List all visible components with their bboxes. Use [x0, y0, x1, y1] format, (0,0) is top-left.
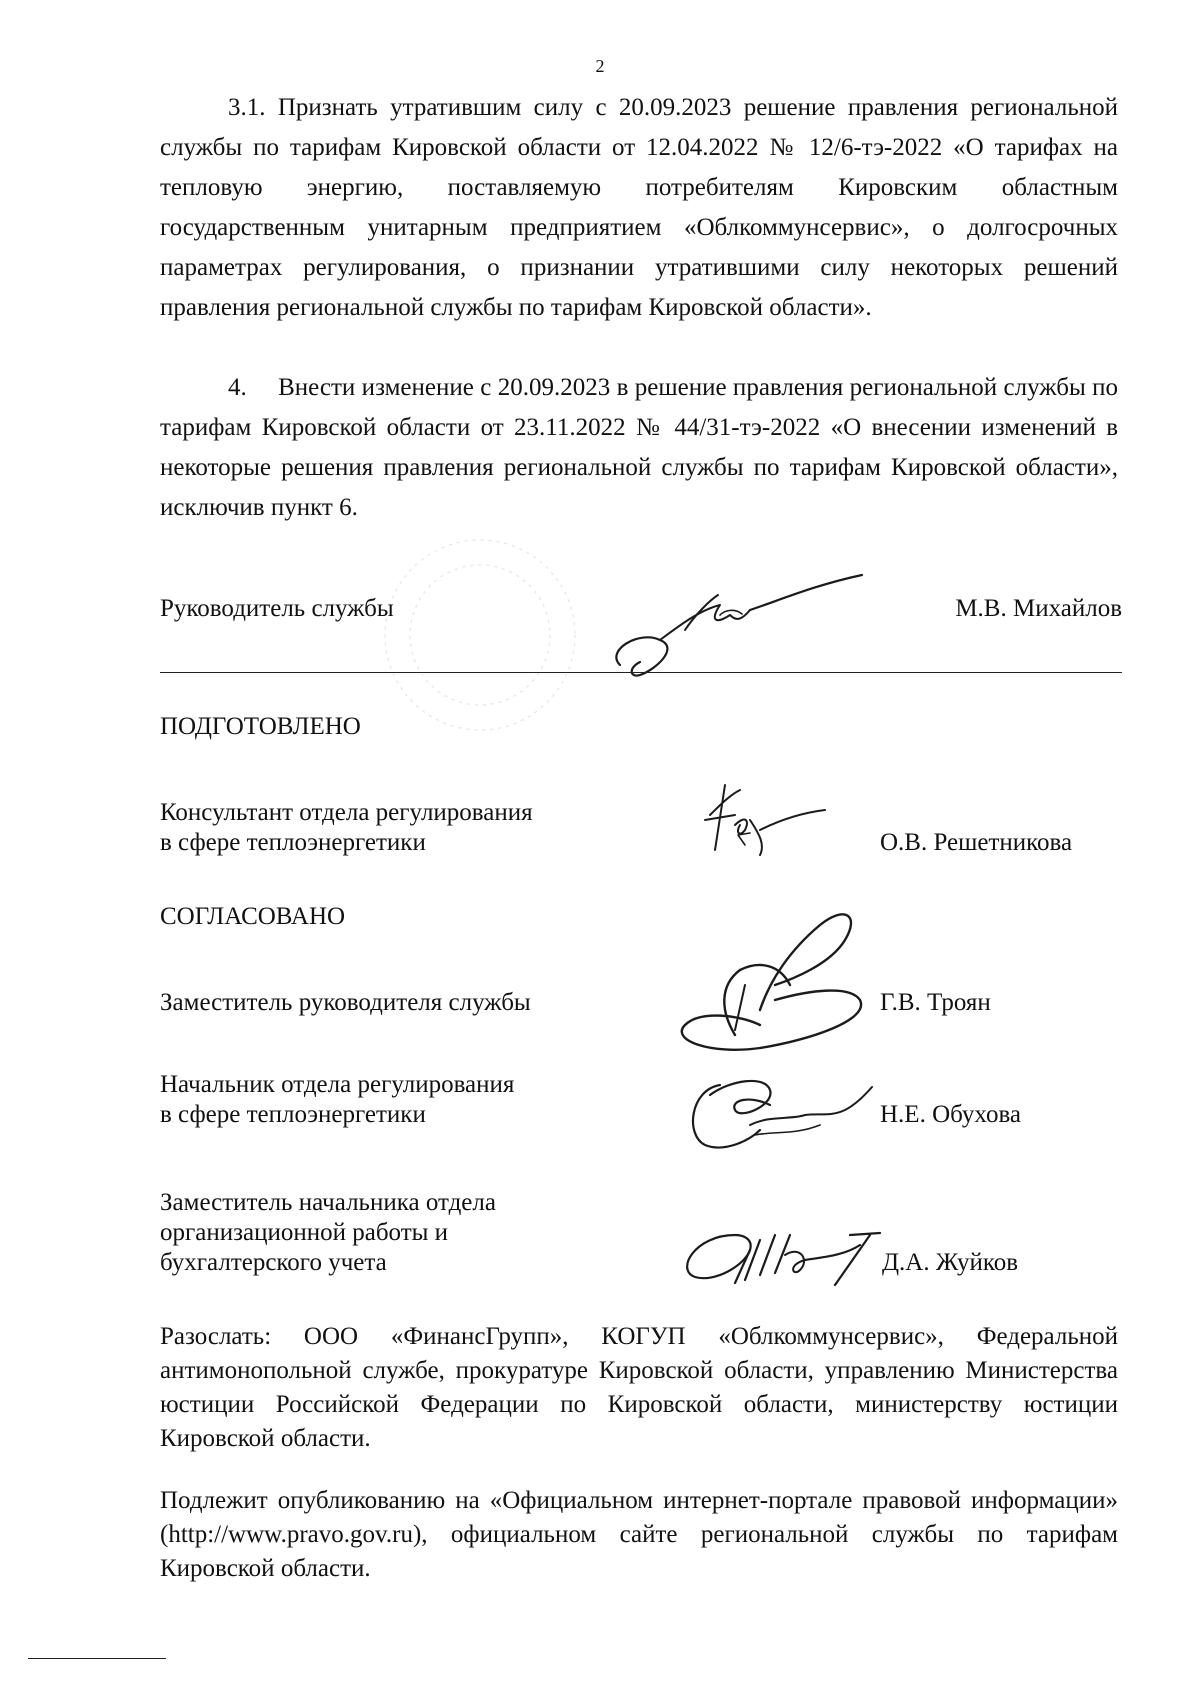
clause-4	[160, 368, 1118, 528]
approved-heading: СОГЛАСОВАНО	[160, 903, 346, 930]
distribution-list: Разослать: ООО «ФинансГрупп», КОГУП «Облкоммунсервис», Федеральной антимонопольной службе, прокуратуре Кировской области, управлению Министерства юстиции Российской Федерации по Кировской области, министерству юстиции Кировской области.	[160, 1323, 1118, 1452]
prepared-heading: ПОДГОТОВЛЕНО	[160, 713, 361, 740]
signer-3-signature-mark	[675, 1215, 895, 1295]
signature-rule	[160, 672, 1122, 673]
head-name: М.В. Михайлов	[955, 595, 1122, 622]
signer-3-position-line-3: бухгалтерского учета	[160, 1249, 387, 1276]
prepared-position-line-2: в сфере теплоэнергетики	[160, 829, 426, 856]
signer-2-position-line-1: Начальник отдела регулирования	[160, 1071, 515, 1098]
head-signature-mark	[600, 570, 870, 680]
signer-2-signature-mark	[680, 1065, 880, 1155]
stamp-trace	[350, 535, 610, 735]
publication-note: Подлежит опубликованию на «Официальном интернет-портале правовой информации» (http://www.pravo.gov.ru), официальном сайте региональной службы по тарифам Кировской области.	[160, 1487, 1118, 1582]
clause-3-1	[160, 88, 1118, 328]
signer-1-name: Г.В. Троян	[880, 989, 991, 1016]
signer-1-signature-mark	[660, 890, 880, 1070]
clause-3-1-text: 3.1. Признать утратившим силу с 20.09.2023 решение правления региональной службы по тарифам Кировской области от 12.04.2022 № 12/6-тэ-2022 «О тарифах на тепловую энергию, поставляемую потребителям Кировским областным государственным унитарным предприятием «Облкоммунсервис», о долгосрочных параметрах регулирования, о признании утратившими силу некоторых решений правления региональной службы по тарифам Кировской области».	[160, 94, 1118, 321]
signer-2-name: Н.Е. Обухова	[880, 1101, 1022, 1128]
page-number: 2	[595, 56, 605, 76]
signer-2-position-line-2: в сфере теплоэнергетики	[160, 1101, 426, 1128]
signer-3-position-line-2: организационной работы и	[160, 1219, 449, 1246]
prepared-name: О.В. Решетникова	[880, 829, 1073, 856]
signer-3-position-line-1: Заместитель начальника отдела	[160, 1189, 496, 1216]
prepared-signature-mark	[690, 775, 840, 865]
clause-4-text: 4. Внести изменение с 20.09.2023 в решение правления региональной службы по тарифам Кировской области от 23.11.2022 № 44/31-тэ-2022 «О внесении изменений в некоторые решения правления региональной службы по тарифам Кировской области», исключив пункт 6.	[160, 374, 1118, 521]
footer-rule	[28, 1658, 166, 1659]
signer-3-name: Д.А. Жуйков	[882, 1249, 1019, 1276]
prepared-position-line-1: Консультант отдела регулирования	[160, 799, 533, 826]
signer-1-position: Заместитель руководителя службы	[160, 989, 531, 1016]
head-position: Руководитель службы	[160, 595, 394, 622]
